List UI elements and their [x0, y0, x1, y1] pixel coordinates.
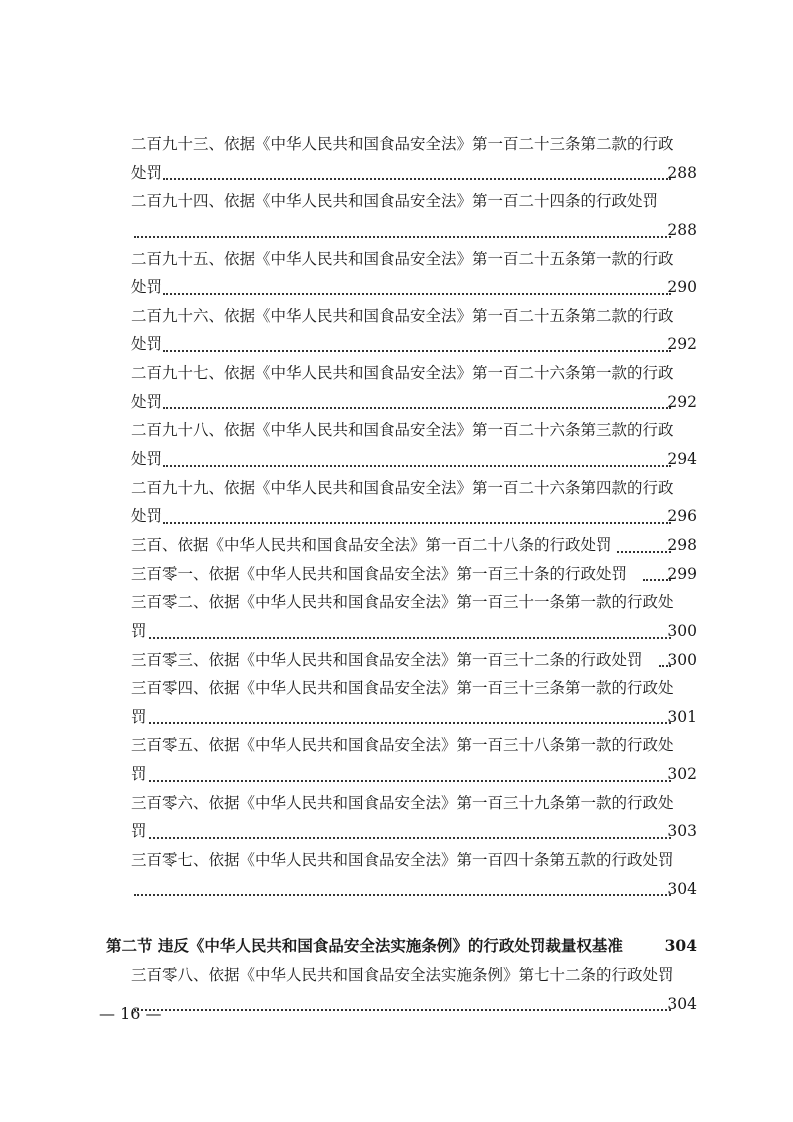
leader-dots — [134, 1007, 671, 1011]
toc-entry-title: 二百九十七、依据《中华人民共和国食品安全法》第一百二十六条第一款的行政 — [131, 364, 674, 383]
section-heading[interactable] — [106, 932, 697, 961]
toc-page-number: 304 — [667, 994, 697, 1013]
toc-entry-continuation: 处罚 — [131, 450, 163, 469]
toc-page-number: 300 — [667, 621, 697, 640]
toc-entry-line[interactable] — [131, 216, 697, 245]
toc-entry-continuation: 处罚 — [131, 278, 163, 297]
toc-entry-line[interactable] — [131, 846, 697, 875]
toc-page-number: 304 — [667, 879, 697, 898]
toc-entry-line[interactable] — [131, 273, 697, 302]
toc-entry-line[interactable] — [131, 617, 697, 646]
toc-entry-line[interactable] — [131, 445, 697, 474]
toc-entry-line[interactable] — [131, 817, 697, 846]
leader-dots — [149, 720, 671, 724]
leader-dots — [149, 778, 671, 782]
leader-dots — [134, 892, 671, 896]
page-footer-number: — 16 — — [99, 1004, 162, 1023]
toc-entry-line[interactable] — [131, 474, 697, 503]
table-of-contents-continued — [131, 961, 697, 1018]
toc-entry-line[interactable] — [131, 302, 697, 331]
section-title: 第二节 违反《中华人民共和国食品安全法实施条例》的行政处罚裁量权基准 — [106, 936, 623, 955]
toc-entry-line[interactable] — [131, 703, 697, 732]
toc-entry-title: 三百零六、依据《中华人民共和国食品安全法》第一百三十九条第一款的行政处 — [131, 793, 674, 812]
toc-entry-title: 二百九十三、依据《中华人民共和国食品安全法》第一百二十三条第二款的行政 — [131, 135, 674, 153]
toc-entry-title: 二百九十九、依据《中华人民共和国食品安全法》第一百二十六条第四款的行政 — [131, 478, 674, 497]
leader-dots — [617, 549, 671, 553]
toc-entry-line[interactable] — [131, 159, 697, 188]
toc-entry-line[interactable] — [131, 502, 697, 531]
toc-entry-continuation: 处罚 — [131, 507, 163, 526]
toc-entry-continuation: 罚 — [131, 707, 147, 726]
toc-page-number: 290 — [667, 278, 697, 297]
toc-page-number: 288 — [667, 220, 697, 239]
toc-entry-continuation: 罚 — [131, 621, 147, 640]
toc-entry-continuation: 罚 — [131, 822, 147, 841]
toc-page-number: 298 — [667, 535, 697, 554]
toc-entry-continuation: 处罚 — [131, 392, 163, 411]
toc-entry-continuation: 处罚 — [131, 163, 163, 182]
toc-entry-line[interactable] — [131, 731, 697, 760]
toc-entry-line[interactable] — [131, 560, 697, 589]
toc-entry-title: 二百九十八、依据《中华人民共和国食品安全法》第一百二十六条第三款的行政 — [131, 421, 674, 440]
toc-page-number: 288 — [667, 163, 697, 182]
leader-dots — [163, 405, 671, 409]
toc-entry-title: 三百零八、依据《中华人民共和国食品安全法实施条例》第七十二条的行政处罚 — [131, 966, 674, 984]
toc-entry-line[interactable] — [131, 674, 697, 703]
toc-entry-line[interactable] — [131, 961, 697, 990]
leader-dots — [149, 835, 671, 839]
section-page-number: 304 — [664, 936, 697, 955]
leader-dots — [163, 463, 671, 467]
toc-entry-line[interactable] — [131, 416, 697, 445]
toc-entry-line[interactable] — [131, 588, 697, 617]
toc-page-number: 300 — [667, 650, 697, 669]
toc-entry-line[interactable] — [131, 531, 697, 560]
toc-entry-title: 三百零五、依据《中华人民共和国食品安全法》第一百三十八条第一款的行政处 — [131, 736, 674, 755]
leader-dots — [163, 520, 671, 524]
toc-page-number: 299 — [667, 564, 697, 583]
leader-dots — [163, 291, 671, 295]
toc-entry-line[interactable] — [131, 130, 697, 159]
toc-entry-title: 二百九十六、依据《中华人民共和国食品安全法》第一百二十五条第二款的行政 — [131, 306, 674, 325]
table-of-contents — [131, 130, 697, 903]
toc-entry-title: 三百零三、依据《中华人民共和国食品安全法》第一百三十二条的行政处罚 — [131, 650, 643, 669]
toc-entry-line[interactable] — [131, 330, 697, 359]
toc-entry-title: 三百零二、依据《中华人民共和国食品安全法》第一百三十一条第一款的行政处 — [131, 593, 674, 612]
toc-entry-line[interactable] — [131, 187, 697, 216]
toc-entry-line[interactable] — [131, 646, 697, 675]
toc-page-number: 296 — [667, 507, 697, 526]
toc-entry-title: 二百九十四、依据《中华人民共和国食品安全法》第一百二十四条的行政处罚 — [131, 192, 659, 211]
toc-page-number: 301 — [667, 707, 697, 726]
toc-entry-title: 三百零四、依据《中华人民共和国食品安全法》第一百三十三条第一款的行政处 — [131, 679, 674, 698]
leader-dots — [163, 176, 671, 180]
toc-page-number: 292 — [667, 392, 697, 411]
toc-entry-title: 二百九十五、依据《中华人民共和国食品安全法》第一百二十五条第一款的行政 — [131, 249, 674, 268]
leader-dots — [149, 635, 671, 639]
leader-dots — [134, 234, 671, 238]
toc-entry-line[interactable] — [131, 789, 697, 818]
toc-entry-title: 三百、依据《中华人民共和国食品安全法》第一百二十八条的行政处罚 — [131, 535, 612, 554]
toc-entry-title: 三百零一、依据《中华人民共和国食品安全法》第一百三十条的行政处罚 — [131, 564, 628, 583]
leader-dots — [163, 348, 671, 352]
toc-entry-line[interactable] — [131, 388, 697, 417]
toc-entry-title: 三百零七、依据《中华人民共和国食品安全法》第一百四十条第五款的行政处罚 — [131, 851, 674, 870]
toc-page-number: 294 — [667, 450, 697, 469]
toc-entry-line[interactable] — [131, 990, 697, 1019]
toc-entry-continuation: 处罚 — [131, 335, 163, 354]
toc-entry-line[interactable] — [131, 760, 697, 789]
toc-entry-line[interactable] — [131, 245, 697, 274]
toc-entry-continuation: 罚 — [131, 765, 147, 784]
toc-page-number: 302 — [667, 765, 697, 784]
toc-page-number: 292 — [667, 335, 697, 354]
toc-entry-line[interactable] — [131, 875, 697, 904]
toc-page-number: 303 — [667, 822, 697, 841]
toc-entry-line[interactable] — [131, 359, 697, 388]
